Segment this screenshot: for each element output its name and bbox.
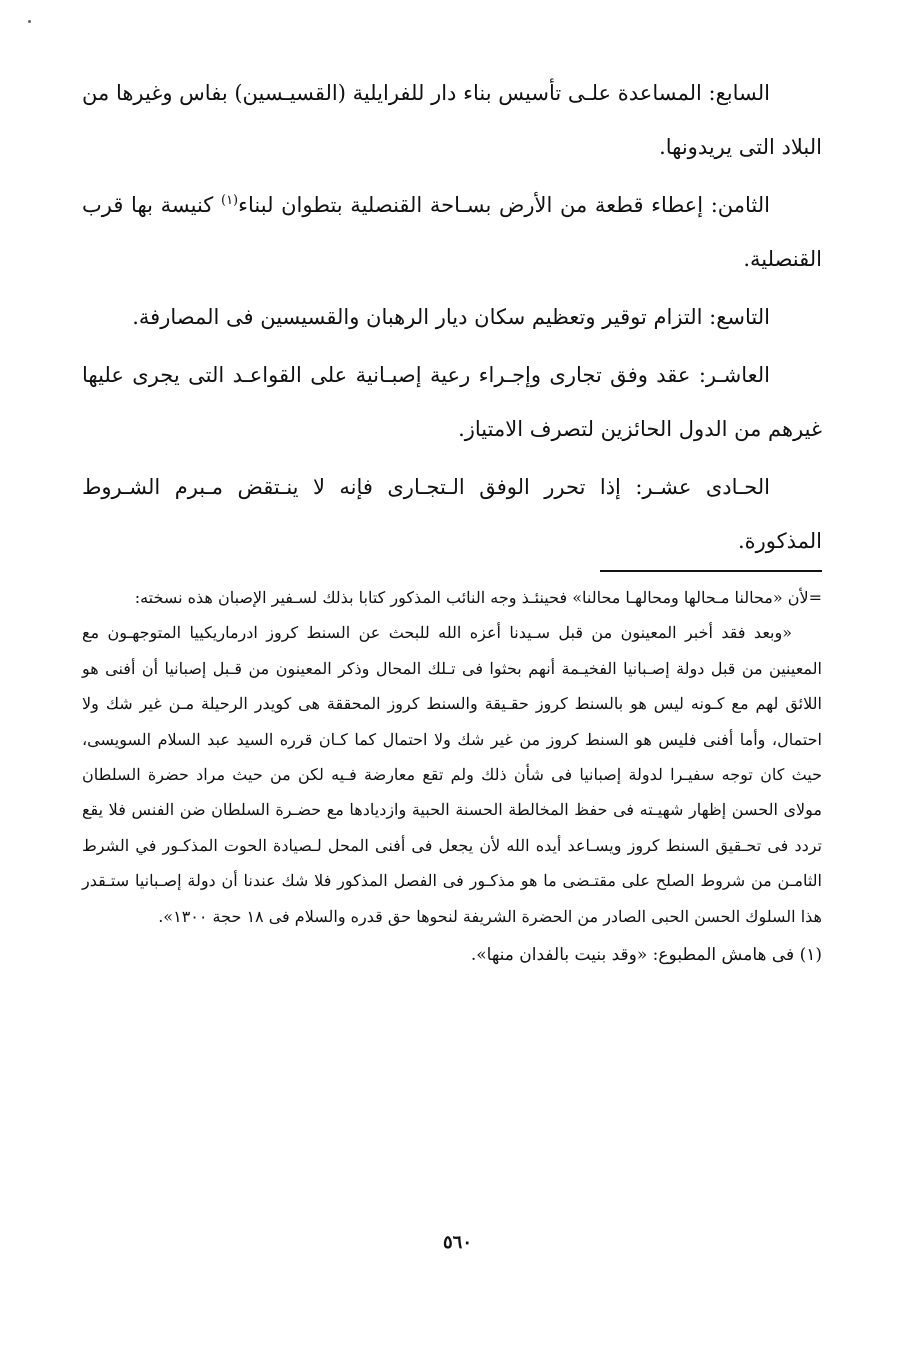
clause-eighth-text-before: الثامن: إعطاء قطعة من الأرض بسـاحة القنصلية بتطوان لبناء: [238, 193, 770, 217]
clause-tenth: العاشـر: عقد وفق تجارى وإجـراء رعية إصبـانية على القواعـد التى يجرى عليها غيرهم من الدول الحائزين لتصرف الامتياز.: [82, 363, 822, 441]
clause-eleventh: الحـادى عشـر: إذا تحرر الوفق الـتجـارى فإنه لا ينـتقض مـبرم الشـروط المذكورة.: [82, 475, 822, 553]
clause-eighth: [82, 178, 822, 286]
main-body-text: [82, 66, 822, 572]
footnote-1: (١) فى هامش المطبوع: «وقد بنيت بالفدان منها».: [470, 945, 822, 966]
page-number: ٥٦٠: [442, 1232, 472, 1253]
footnote-quoted-letter: «وبعد فقد أخبر المعينون من قبل سـيدنا أعزه الله للبحث عن السنط كروز ادرماريكييا المتوجهـون مع المعينين من قبل دولة إصـبانيا الفخيـمة أنهم بحثوا فى تـلك المحال وذكر المعينون من قـبل إصبانيا أن أفنى هو اللائق لهم مع كـونه ليس هو بالسنط كروز حقـيقة والسنط كروز المحققة هى كويدر الرحيلة مـن غير شك ولا احتمال، وأما أفنى فليس هو السنط كروز من غير شك ولا احتمال كما كـان قرره السيد عبد السلام السويسى، حيث كان توجه سفيـرا لدولة إصبانيا فى شأن ذلك ولم تقع معارضة فـيه لكن من حيث مراد حضرة السلطان مولاى الحسن إظهار شهيـته فى حفظ المخالطة الحسنة الحبية وازديادها مع حضـرة السلطان ضن الفنس فلا يقع تردد فى تحـقيق السنط كروز ويسـاعد أيده الله لأن يجعل فى أفنى المحل لـصيادة الحوت المذكـور في الشرط الثامـن من شروط الصلح على مقتـضى ما هو مذكـور فى الفصل المذكور فلا شك عندنا أن دولة إصـبانيا ستـقدر هذا السلوك الحسن الحبى الصادر من الحضرة الشريفة لنحوها حق قدره والسلام فى ١٨ حجة ١٣٠٠».: [82, 623, 823, 926]
clause-seventh: السابع: المساعدة علـى تأسيس بناء دار للفرايلية (القسيـسين) بفاس وغيرها من البلاد التى يريدونها.: [82, 81, 822, 159]
footnote-ref-1[interactable]: (١): [220, 193, 239, 208]
footnotes: [82, 580, 822, 973]
footnote-separator: [600, 570, 822, 572]
clause-ninth: التاسع: التزام توقير وتعظيم سكان ديار الرهبان والقسيسين فى المصارفة.: [132, 305, 770, 329]
clause-eighth-text-after: كنيسة بها قرب القنصلية.: [82, 193, 822, 271]
footnote-continuation: =لأن «محالنا مـحالها ومحالهـا محالنا» فحينئـذ وجه النائب المذكور كتابا بذلك لسـفير الإصبان هذه نسخته:: [134, 588, 822, 607]
scan-speck: [28, 20, 31, 23]
